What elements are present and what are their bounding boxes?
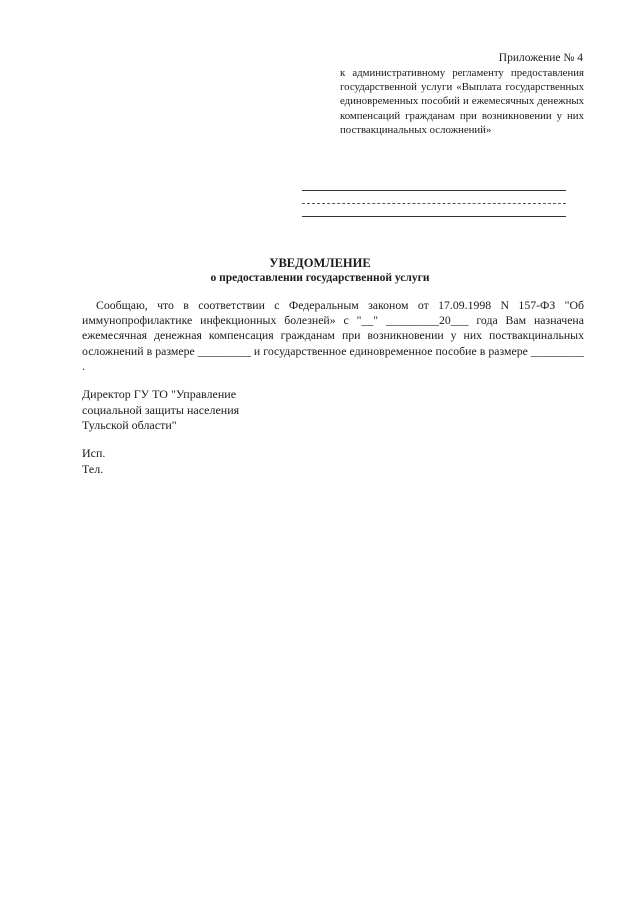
appendix-reference: к административному регламенту предоставления государственной услуги «Выплата государственных единовременных пособий и ежемесячных денежных компенсаций гражданам при возникновении у них поствакцинальных осложнений»: [340, 67, 584, 136]
signature-line: Директор ГУ ТО "Управление: [82, 387, 237, 401]
addressee-line: [302, 216, 566, 217]
appendix-title: Приложение № 4: [498, 52, 583, 64]
addressee-blank-lines: [302, 190, 566, 229]
signature-line: Тульской области": [82, 418, 177, 432]
notification-body: Сообщаю, что в соответствии с Федеральным законом от 17.09.1998 N 157-ФЗ "Об иммунопрофилактике инфекционных болезней» с "__" _________20___ года Вам назначена ежемесячная денежная компенсация гражданам при возникновении у них поствакцинальных осложнений в размере _________ и государственное единовременное пособие в размере _________ .: [82, 298, 584, 373]
phone-label: Тел.: [82, 461, 104, 476]
addressee-line: [302, 190, 566, 191]
contacts-block: [82, 446, 202, 477]
addressee-line: [302, 203, 566, 204]
executor-label: Исп.: [82, 446, 106, 460]
document-title: УВЕДОМЛЕНИЕ: [269, 256, 371, 270]
signature-line: социальной защиты населения: [82, 402, 240, 417]
signature-block: [82, 387, 322, 434]
document-subtitle: о предоставлении государственной услуги: [210, 272, 430, 284]
